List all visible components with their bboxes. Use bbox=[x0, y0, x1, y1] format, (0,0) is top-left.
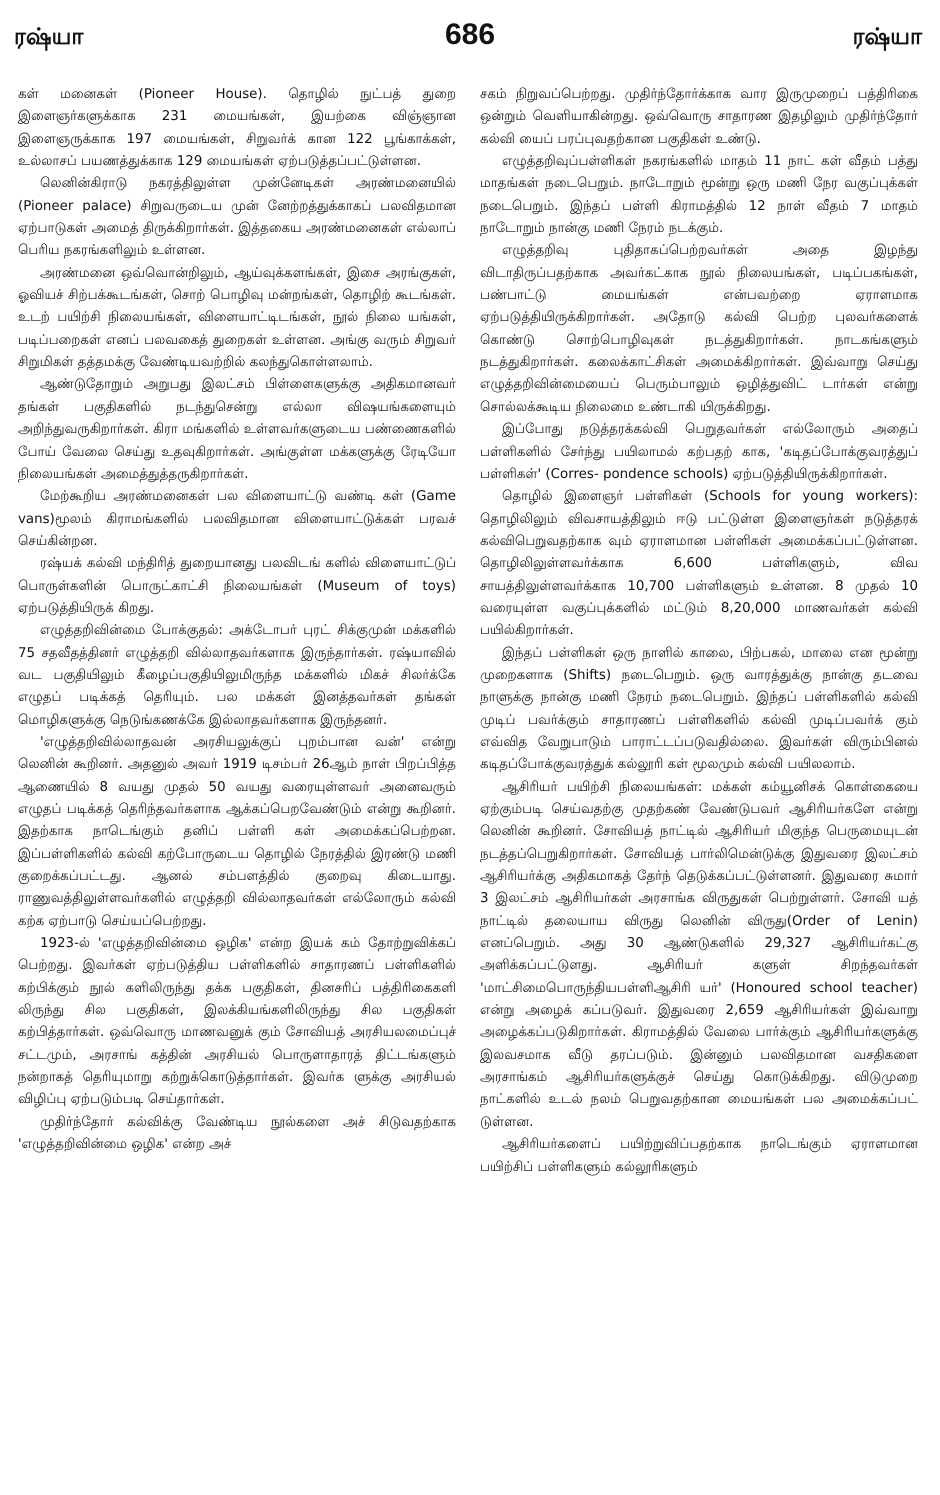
paragraph: எழுத்தறிவுப்பள்ளிகள் நகரங்களில் மாதம் 11 நாட் கள் வீதம் பத்து மாதங்கள் நடைபெறும். நாடோறும் மூன்று ஒரு மணி நேர வகுப்புக்கள் நடைபெறும். இந்தப் பள்ளி கிராமத்தில் 12 நாள் வீதம் 7 மாதம் நாடோறும் நான்கு மணி நேரம் நடக்கும். bbox=[480, 154, 918, 237]
paragraph: இப்போது நடுத்தரக்கல்வி பெறுதவர்கள் எல்லோரும் அதைப் பள்ளிகளில் சேர்ந்து பயிலாமல் கற்பதற் காக, 'கடிதப்போக்குவரத்துப் பள்ளிகள்' (Corres- pondence schools) ஏற்படுத்தியிருக்கிறார்கள். bbox=[480, 422, 918, 482]
paragraph: கள் மனைகள் (Pioneer House). தொழில் நுட்பத் துறை இளைஞர்களுக்காக 231 மையங்கள், இயற்கை விஞ்ஞான இளைஞருக்காக 197 மையங்கள், சிறுவர்க் கான 122 பூங்காக்கள், உல்லாசப் பயணத்துக்காக 129 மையங்கள் ஏற்படுத்தப்பட்டுள்ளன. bbox=[18, 87, 456, 170]
left-column bbox=[18, 84, 456, 1484]
paragraph: தொழில் இளைஞர் பள்ளிகள் (Schools for young workers): தொழிலிலும் விவசாயத்திலும் ஈடு பட்டுள்ள இளைஞர்கள் நடுத்தரக் கல்விபெறுவதற்காக வும் ஏராளமான பள்ளிகள் அமைக்கப்பட்டுள்ளன. தொழிலிலுள்ளவர்க்காக 6,600 பள்ளிகளும், விவ சாயத்திலுள்ளவர்க்காக 10,700 பள்ளிகளும் உள்ளன. 8 முதல் 10 வரையுள்ள வகுப்புக்களில் மட்டும் 8,20,000 மாணவர்கள் கல்வி பயில்கிறார்கள். bbox=[480, 489, 918, 639]
paragraph: ரஷ்யக் கல்வி மந்திரித் துறையானது பலவிடங் களில் விளையாட்டுப் பொருள்களின் பொருட்காட்சி நிலையங்கள் (Museum of toys) ஏற்படுத்தியிருக் கிறது. bbox=[18, 556, 456, 616]
paragraph: ஆசிரியர் பயிற்சி நிலையங்கள்: மக்கள் கம்யூனிசக் கொள்கையை ஏற்கும்படி செய்வதற்கு முதற்கண் வேண்டுபவர் ஆசிரியர்களே என்று லெனின் கூறினர். சோவியத் நாட்டில் ஆசிரியர் மிகுந்த பெருமையுடன் நடத்தப்பெறுகிறார்கள். சோவியத் பார்லிமென்டுக்கு இதுவரை இலட்சம் ஆசிரியர்க்கு அதிகமாகத் தேர்ந் தெடுக்கப்பட்டுள்ளனர். இதுவரை சுமார் 3 இலட்சம் ஆசிரியர்கள் அரசாங்க விருதுகள் பெற்றுள்ளர். சோவி யத் நாட்டில் தலையாய விருது லெனின் விருது(Order of Lenin) எனப்பெறும். அது 30 ஆண்டுகளில் 29,327 ஆசிரியர்கட்கு அளிக்கப்பட்டுளது. ஆசிரியர் களுள் சிறந்தவர்கள் 'மாட்சிமைபொருந்தியபள்ளிஆசிரி யர்' (Honoured school teacher) என்று அழைக் கப்படுவர். இதுவரை 2,659 ஆசிரியர்கள் இவ்வாறு அழைக்கப்படுகிறார்கள். கிராமத்தில் வேலை பார்க்கும் ஆசிரியர்களுக்கு இலவசமாக வீடு தரப்படும். இன்னும் பலவிதமான வசதிகளை அரசாங்கம் ஆசிரியர்களுக்குச் செய்து கொடுக்கிறது. விடுமுறை நாட்களில் உடல் நலம் பெறுவதற்கான மையங்கள் பல அமைக்கப்பட் டுள்ளன. bbox=[480, 779, 918, 1130]
header-left-title: ரஷ்யா bbox=[14, 24, 84, 50]
paragraph: ஆசிரியர்களைப் பயிற்றுவிப்பதற்காக நாடெங்கும் ஏராளமான பயிற்சிப் பள்ளிகளும் கல்லூரிகளும் bbox=[480, 1137, 918, 1175]
paragraph: 'எழுத்தறிவில்லாதவன் அரசியலுக்குப் புறம்பான வன்' என்று லெனின் கூறினர். அதனுல் அவர் 1919 டிசம்பர் 26ஆம் நாள் பிறப்பித்த ஆணையில் 8 வயது முதல் 50 வயது வரையுள்ளவர் அனைவரும் எழுதப் படிக்கத் தெரிந்தவர்களாக ஆக்கப்பெறவேண்டும் என்று கூறினர். இதற்காக நாடெங்கும் தனிப் பள்ளி கள் அமைக்கப்பெற்றன. இப்பள்ளிகளில் கல்வி கற்போருடைய தொழில் நேரத்தில் இரண்டு மணி குறைக்கப்பட்டது. ஆனல் சம்பளத்தில் குறைவு கிடையாது. ராணுவத்திலுள்ளவர்களில் எழுத்தறி வில்லாதவர்கள் எல்லோரும் கல்வி கற்க ஏற்பாடு செய்யப்பெற்றது. bbox=[18, 734, 456, 929]
paragraph: ஆண்டுதோறும் அறுபது இலட்சம் பிள்ளைகளுக்கு அதிகமானவர் தங்கள் பகுதிகளில் நடந்துசென்று எல்லா விஷயங்களையும் அறிந்துவருகிறார்கள். கிரா மங்களில் உள்ளவர்களுடைய பண்ணைகளில் போய் வேலை செய்து உதவுகிறார்கள். அங்குள்ள மக்களுக்கு ரேடியோ நிலையங்கள் அமைத்துத்தருகிறார்கள். bbox=[18, 377, 456, 482]
right-column bbox=[480, 84, 918, 1484]
running-header bbox=[0, 18, 940, 66]
paragraph: முதிர்ந்தோர் கல்விக்கு வேண்டிய நூல்களை அச் சிடுவதற்காக 'எழுத்தறிவின்மை ஒழிக' என்ற அச் bbox=[18, 1114, 456, 1153]
header-right-title: ரஷ்யா bbox=[852, 24, 922, 50]
paragraph: எழுத்தறிவின்மை போக்குதல்: அக்டோபர் புரட் சிக்குமுன் மக்களில் 75 சதவீதத்தினர் எழுத்தறி வில்லாதவர்களாக இருந்தார்கள். ரஷ்யாவில் வட பகுதியிலும் கீழைப்பகுதியிலுமிருந்த மக்களில் மிகச் சிலர்க்கே எழுதப் படிக்கத் தெரியும். பல மக்கள் இனத்தவர்கள் தங்கள் மொழிகளுக்கு நெடுங்கணக்கே இல்லாதவர்களாக இருந்தனர். bbox=[18, 623, 456, 728]
paragraph: எழுத்தறிவு புதிதாகப்பெற்றவர்கள் அதை இழந்து விடாதிருப்பதற்காக அவர்கட்காக நூல் நிலையங்கள், படிப்பகங்கள், பண்பாட்டு மையங்கள் என்பவற்றை ஏராளமாக ஏற்படுத்தியிருக்கிறார்கள். அதோடு கல்வி பெற்ற புலவர்களைக் கொண்டு சொற்பொழிவுகள் நடத்துகிறார்கள். நாடகங்களும் நடத்துகிறார்கள். கலைக்காட்சிகள் அமைக்கிறார்கள். இவ்வாறு செய்து எழுத்தறிவின்மையைப் பெரும்பாலும் ஒழித்துவிட் டார்கள் என்று சொல்லக்கூடிய நிலைமை உண்டாகி யிருக்கிறது. bbox=[480, 243, 918, 415]
paragraph: 1923-ல் 'எழுத்தறிவின்மை ஒழிக' என்ற இயக் கம் தோற்றுவிக்கப் பெற்றது. இவர்கள் ஏற்படுத்திய பள்ளிகளில் சாதாரணப் பள்ளிகளில் கற்பிக்கும் நூல் களிலிருந்து தக்க பகுதிகள், தினசரிப் பத்திரிகைகளி லிருந்து சில பகுதிகள், இலக்கியங்களிலிருந்து சில பகுதிகள் கற்பித்தார்கள். ஒவ்வொரு மாணவனுக் கும் சோவியத் அரசியலமைப்புச் சட்டமும், அரசாங் கத்தின் அரசியல் பொருளாதாரத் திட்டங்களும் நன்றாகத் தெரியுமாறு கற்றுக்கொடுத்தார்கள். இவர்க ளுக்கு அரசியல் விழிப்பு ஏற்படும்படி செய்தார்கள். bbox=[18, 936, 456, 1108]
paragraph: சகம் நிறுவப்பெற்றது. முதிர்ந்தோர்க்காக வார இருமுறைப் பத்திரிகை ஒன்றும் வெளியாகின்றது. ஒவ்வொரு சாதாரண இதழிலும் முதிர்ந்தோர் கல்வி யைப் பரப்புவதற்கான பகுதிகள் உண்டு. bbox=[480, 87, 918, 147]
paragraph: லெனின்கிராடு நகரத்திலுள்ள முன்னேடிகள் அரண்மனையில் (Pioneer palace) சிறுவருடைய முன் னேற்றத்துக்காகப் பலவிதமான ஏற்பாடுகள் அமைத் திருக்கிறார்கள். இத்தகைய அரண்மனைகள் எல்லாப் பெரிய நகரங்களிலும் உள்ளன. bbox=[18, 176, 456, 259]
paragraph: மேற்கூறிய அரண்மனைகள் பல விளையாட்டு வண்டி கள் (Game vans)மூலம் கிராமங்களில் பலவிதமான விளையாட்டுக்கள் பரவச் செய்கின்றன. bbox=[18, 489, 456, 549]
paragraph: இந்தப் பள்ளிகள் ஒரு நாளில் காலை, பிற்பகல், மாலை என மூன்று முறைகளாக (Shifts) நடைபெறும். ஒரு வாரத்துக்கு நான்கு தடவை நாளுக்கு நான்கு மணி நேரம் நடைபெறும். இந்தப் பள்ளிகளில் கல்வி முடிப் பவர்க்கும் சாதாரணப் பள்ளிகளில் கல்வி முடிப்பவர்க் கும் எவ்வித வேறுபாடும் பாராட்டப்படுவதில்லை. இவர்கள் விரும்பினல் கடிதப்போக்குவரத்துக் கல்லூரி கள் மூலமும் கல்வி பயிலலாம். bbox=[480, 645, 918, 773]
paragraph: அரண்மனை ஒவ்வொன்றிலும், ஆய்வுக்களங்கள், இசை அரங்குகள், ஓவியச் சிற்பக்கூடங்கள், சொற் பொழிவு மன்றங்கள், தொழிற் கூடங்கள். உடற் பயிற்சி நிலையங்கள், விளையாட்டிடங்கள், நூல் நிலை யங்கள், படிப்பறைகள் எனப் பலவகைத் துறைகள் உள்ளன. அங்கு வரும் சிறுவர் சிறுமிகள் தத்தமக்கு வேண்டியவற்றில் கலந்துகொள்ளலாம். bbox=[18, 265, 456, 371]
page-number: 686 bbox=[444, 18, 496, 51]
